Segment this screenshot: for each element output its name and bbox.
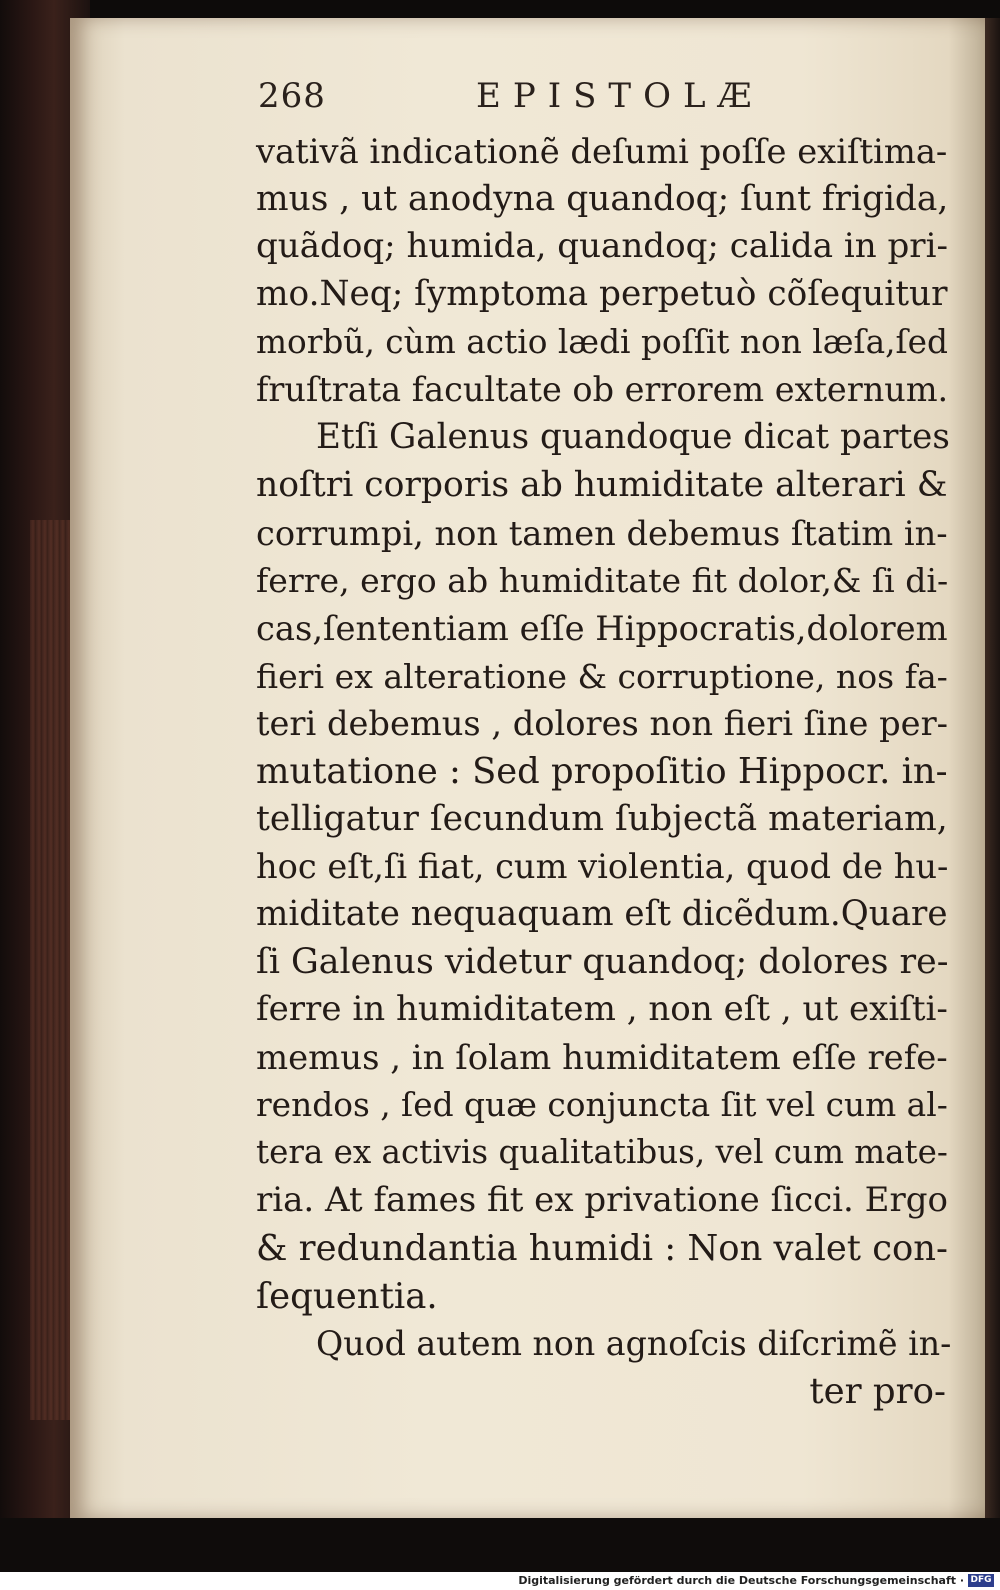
running-title: EPISTOLÆ: [476, 76, 764, 116]
text-line: vativã indicationẽ deſumi poſſe exiſtima-: [256, 132, 948, 171]
text-line: ferre in humiditatem , non eſt , ut exiſti-: [256, 989, 948, 1030]
dfg-logo: DFG: [968, 1574, 994, 1587]
text-line: tera ex activis qualitatibus, vel cum mate-: [256, 1133, 948, 1172]
text-line: Etſi Galenus quandoque dicat partes: [316, 417, 950, 458]
text-line: fruſtrata facultate ob errorem externum.: [256, 370, 949, 410]
text-line: ſi Galenus videtur quandoq; dolores re-: [256, 941, 949, 982]
page-header: [258, 70, 948, 120]
text-line: telligatur ſecundum ſubjectã materiam,: [256, 798, 948, 839]
text-line: ferre, ergo ab humiditate fit dolor,& ſi di-: [256, 561, 949, 601]
text-line: cas,ſententiam eſſe Hippocratis,dolorem: [256, 608, 948, 648]
text-line: ſequentia.: [256, 1275, 438, 1317]
text-line: mus , ut anodyna quandoq; ſunt frigida,: [256, 178, 949, 219]
body-text: [256, 128, 956, 1416]
text-line: teri debemus , dolores non fieri ſine per-: [256, 704, 949, 744]
text-line: rendos , ſed quæ conjuncta ſit vel cum al-: [256, 1085, 948, 1124]
text-line: ria. At fames fit ex privatione ſicci. Ergo: [256, 1180, 949, 1221]
facing-page-edge: [985, 18, 1000, 1518]
catchword: ter pro-: [809, 1370, 946, 1412]
text-line: mo.Neq; ſymptoma perpetuò cõſequitur: [256, 274, 948, 315]
text-line: miditate nequaquam eſt dicẽdum.Quare: [256, 894, 948, 934]
text-line: fieri ex alteratione & corruptione, nos fa-: [256, 656, 948, 696]
digitization-credit: Digitalisierung gefördert durch die Deutsche Forschungsgemeinschaft ·: [518, 1574, 964, 1587]
text-line: memus , in ſolam humiditatem eſſe refe-: [256, 1038, 948, 1078]
text-line: mutatione : Sed propoſitio Hippocr. in-: [256, 750, 948, 792]
text-line: corrumpi, non tamen debemus ſtatim in-: [256, 513, 948, 553]
page-number: 268: [258, 76, 326, 116]
text-line: Quod autem non agnoſcis diſcrimẽ in-: [316, 1324, 952, 1364]
text-line: morbũ, cùm actio lædi poſſit non læſa,ſed: [256, 322, 949, 361]
text-line: hoc eſt,ſi fiat, cum violentia, quod de hu-: [256, 847, 949, 887]
text-line: quãdoq; humida, quandoq; calida in pri-: [256, 226, 948, 267]
text-line: noſtri corporis ab humiditate alterari &: [256, 464, 948, 505]
text-line: & redundantia humidi : Non valet con-: [256, 1227, 948, 1269]
